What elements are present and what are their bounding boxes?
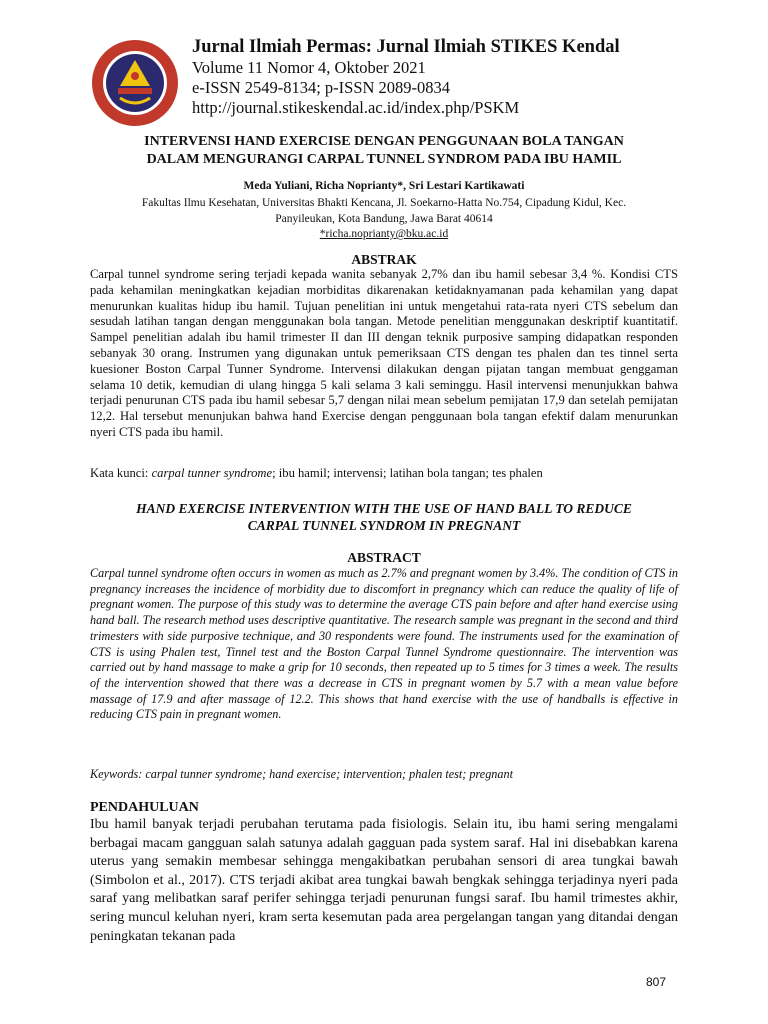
journal-volume: Volume 11 Nomor 4, Oktober 2021: [192, 58, 426, 77]
english-title-line-2: CARPAL TUNNEL SYNDROM IN PREGNANT: [247, 518, 521, 533]
article-title-line-1: INTERVENSI HAND EXERCISE DENGAN PENGGUNAAN BOLA TANGAN: [144, 134, 624, 149]
pendahuluan-heading: PENDAHULUAN: [90, 800, 199, 815]
affiliation-line-2: Panyileukan, Kota Bandung, Jawa Barat 40614: [275, 212, 493, 225]
article-title-line-2: DALAM MENGURANGI CARPAL TUNNEL SYNDROM PADA IBU HAMIL: [146, 152, 622, 167]
english-keywords: Keywords: carpal tunner syndrome; hand exercise; intervention; phalen test; pregnant: [90, 767, 513, 781]
abstrak-heading: ABSTRAK: [351, 252, 417, 267]
english-title-line-1: HAND EXERCISE INTERVENTION WITH THE USE OF HAND BALL TO REDUCE: [136, 501, 632, 516]
abstract-heading: ABSTRACT: [347, 550, 421, 565]
journal-logo-icon: [90, 38, 180, 128]
affiliation-line-1: Fakultas Ilmu Kesehatan, Universitas Bhakti Kencana, Jl. Soekarno-Hatta No.754, Cipadung Kidul, Kec.: [141, 197, 627, 209]
article-affiliation: [90, 196, 678, 243]
journal-issn: e-ISSN 2549-8134; p-ISSN 2089-0834: [192, 78, 451, 97]
kata-kunci-rest: ; ibu hamil; intervensi; latihan bola tangan; tes phalen: [272, 466, 543, 480]
corresponding-email[interactable]: *richa.noprianty@bku.ac.id: [319, 228, 449, 240]
article-title: [90, 133, 678, 169]
abstract-text: Carpal tunnel syndrome often occurs in women as much as 2.7% and pregnant women by 3.4%. The condition of CTS in pregnancy increases the incidence of morbidity due to discomfort in pregnancy which can reduce the quality of life of pregnant women. The purpose of this study was to determine the average CTS pain before and after hand exercise using hand ball. The research method uses descriptive quantitative. The research sample was pregnant in the second and third trimesters with side purposive technique, and 30 respondents were found. The instruments used for the examination of CTS is using Phalen test, Tinnel test and the Boston Carpal Tunnel Syndrome questionnaire. The intervention was carried out by hand massage to make a grip for 10 seconds, then repeated up to 5 times for 3 times a week. The results of the intervention showed that there was a decrease in CTS in pregnant women by 5.7 with a mean value before massage of 17.9 and after massage of 12.2. This shows that hand exercise with the use of handballs is effective in reducing CTS pain in pregnant women.: [90, 566, 678, 722]
abstrak-text: Carpal tunnel syndrome sering terjadi kepada wanita sebanyak 2,7% dan ibu hamil sebesar 3,4 %. Kondisi CTS pada kehamilan meningkatkan kejadian morbiditas dikarenakan ketidaknyamanan pada kehamilan yang dapat menurunkan kualitas hidup ibu hamil. Tujuan penelitian ini untuk mengetahui rata-rata nyeri CTS sebelum dan sesudah latihan tangan dengan menggunakan bola tangan. Metode penelitian menggunakan deskriptif kuantitatif. Sampel penelitian adalah ibu hamil trimester II dan III dengan teknik purposive samping didapatkan responden sebanyak 30 orang. Instrumen yang digunakan untuk pemeriksaan CTS dengan tes phalen dan tes tinnel serta kuesioner Boston Carpal Tunner Syndrome. Intervensi dilakukan dengan pijatan tangan membuat genggaman selama 10 detik, kemudian di ulang hingga 5 kali selama 3 kali seminggu. Hasil intervensi menunjukkan bahwa terjadi penurunan CTS pada ibu hamil sebesar 5,7 dengan nilai mean sebelum pemijatan 17,9 dan setelah pemijatan 12,2. Hal tersebut menunjukan bahwa hand Exercise dengan penggunaan bola tangan efektif dalam menurunkan nyeri CTS pada ibu hamil.: [90, 267, 678, 439]
kata-kunci: [90, 466, 678, 481]
english-title: [90, 500, 678, 534]
page-number: 807: [646, 975, 667, 989]
journal-title: Jurnal Ilmiah Permas: Jurnal Ilmiah STIKES Kendal: [192, 37, 620, 57]
journal-header: [192, 36, 712, 118]
journal-url[interactable]: http://journal.stikeskendal.ac.id/index.php/PSKM: [192, 98, 520, 117]
kata-kunci-italic: carpal tunner syndrome: [151, 466, 273, 480]
pendahuluan-text: Ibu hamil banyak terjadi perubahan terutama pada fisiologis. Selain itu, ibu hami sering mengalami berbagai macam gangguan salah satunya adalah gagguan pada system saraf. Hal ini disebabkan karena uterus yang semakin membesar sehingga mengakibatkan perubahan sensori di area tungkai bawah (Simbolon et al., 2017). CTS terjadi akibat area tungkai bawah bengkak sehingga terjadinya nyeri pada saraf yang melibatkan saraf perifer sehingga terjadi penurunan fungsi saraf. Ibu hamil trimestes akhir, sering muncul keluhan nyeri, kram serta kesemutan pada area pergelangan tangan yang ditandai dengan peningkatan tekanan pada: [90, 817, 678, 944]
kata-kunci-label: Kata kunci:: [90, 466, 152, 480]
article-authors: Meda Yuliani, Richa Noprianty*, Sri Lestari Kartikawati: [243, 180, 525, 192]
